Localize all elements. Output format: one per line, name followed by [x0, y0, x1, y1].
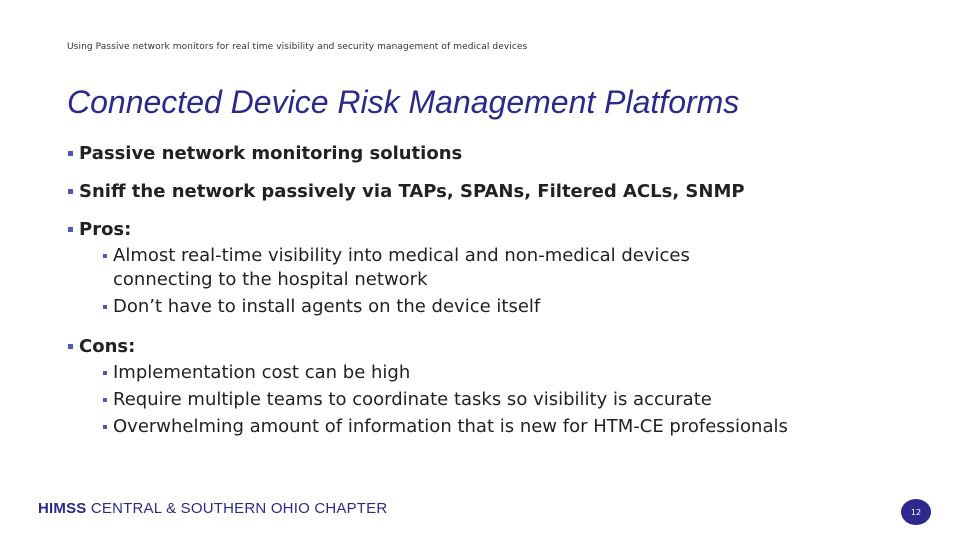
- sub-bullet-text: Overwhelming amount of information that is new for HTM-CE professionals: [113, 416, 788, 437]
- sub-bullet-item: [103, 415, 928, 439]
- bullet-item: [68, 336, 928, 357]
- cons-group: [68, 336, 928, 439]
- bullet-square-icon: [103, 371, 107, 375]
- bullet-item: [68, 143, 928, 164]
- pros-label: Pros:: [79, 219, 132, 240]
- bullet-item: [68, 181, 928, 202]
- chapter-logo: [38, 500, 387, 517]
- slide-subtitle: Using Passive network monitors for real time visibility and security management of medical devices: [67, 42, 528, 52]
- pros-list: [68, 244, 928, 319]
- bullet-square-icon: [103, 398, 107, 402]
- bullet-text: Sniff the network passively via TAPs, SPANs, Filtered ACLs, SNMP: [79, 181, 745, 202]
- bullet-square-icon: [68, 151, 73, 156]
- sub-bullet-text: Require multiple teams to coordinate tasks so visibility is accurate: [113, 389, 712, 410]
- sub-bullet-item: [103, 295, 928, 319]
- bullet-text: Passive network monitoring solutions: [79, 143, 463, 164]
- bullet-square-icon: [68, 227, 73, 232]
- sub-bullet-item: [103, 388, 928, 412]
- bullet-list: [68, 143, 928, 456]
- cons-list: [68, 361, 928, 439]
- bullet-square-icon: [68, 189, 73, 194]
- sub-bullet-item: [103, 361, 928, 385]
- bullet-square-icon: [103, 425, 107, 429]
- pros-group: [68, 219, 928, 319]
- logo-bold-text: HIMSS: [38, 500, 87, 517]
- slide-title: Connected Device Risk Management Platforms: [67, 84, 740, 120]
- page-number-badge: 12: [901, 499, 931, 525]
- bullet-square-icon: [103, 305, 107, 309]
- sub-bullet-text: Don’t have to install agents on the device itself: [113, 296, 541, 317]
- bullet-item: [68, 219, 928, 240]
- bullet-square-icon: [68, 344, 73, 349]
- cons-label: Cons:: [79, 336, 136, 357]
- sub-bullet-text: Implementation cost can be high: [113, 362, 411, 383]
- bullet-square-icon: [103, 254, 107, 258]
- logo-rest-text: CENTRAL & SOUTHERN OHIO CHAPTER: [86, 500, 388, 517]
- sub-bullet-text: Almost real-time visibility into medical and non-medical devices connecting to the hospital network: [113, 245, 690, 290]
- sub-bullet-item: [103, 244, 928, 292]
